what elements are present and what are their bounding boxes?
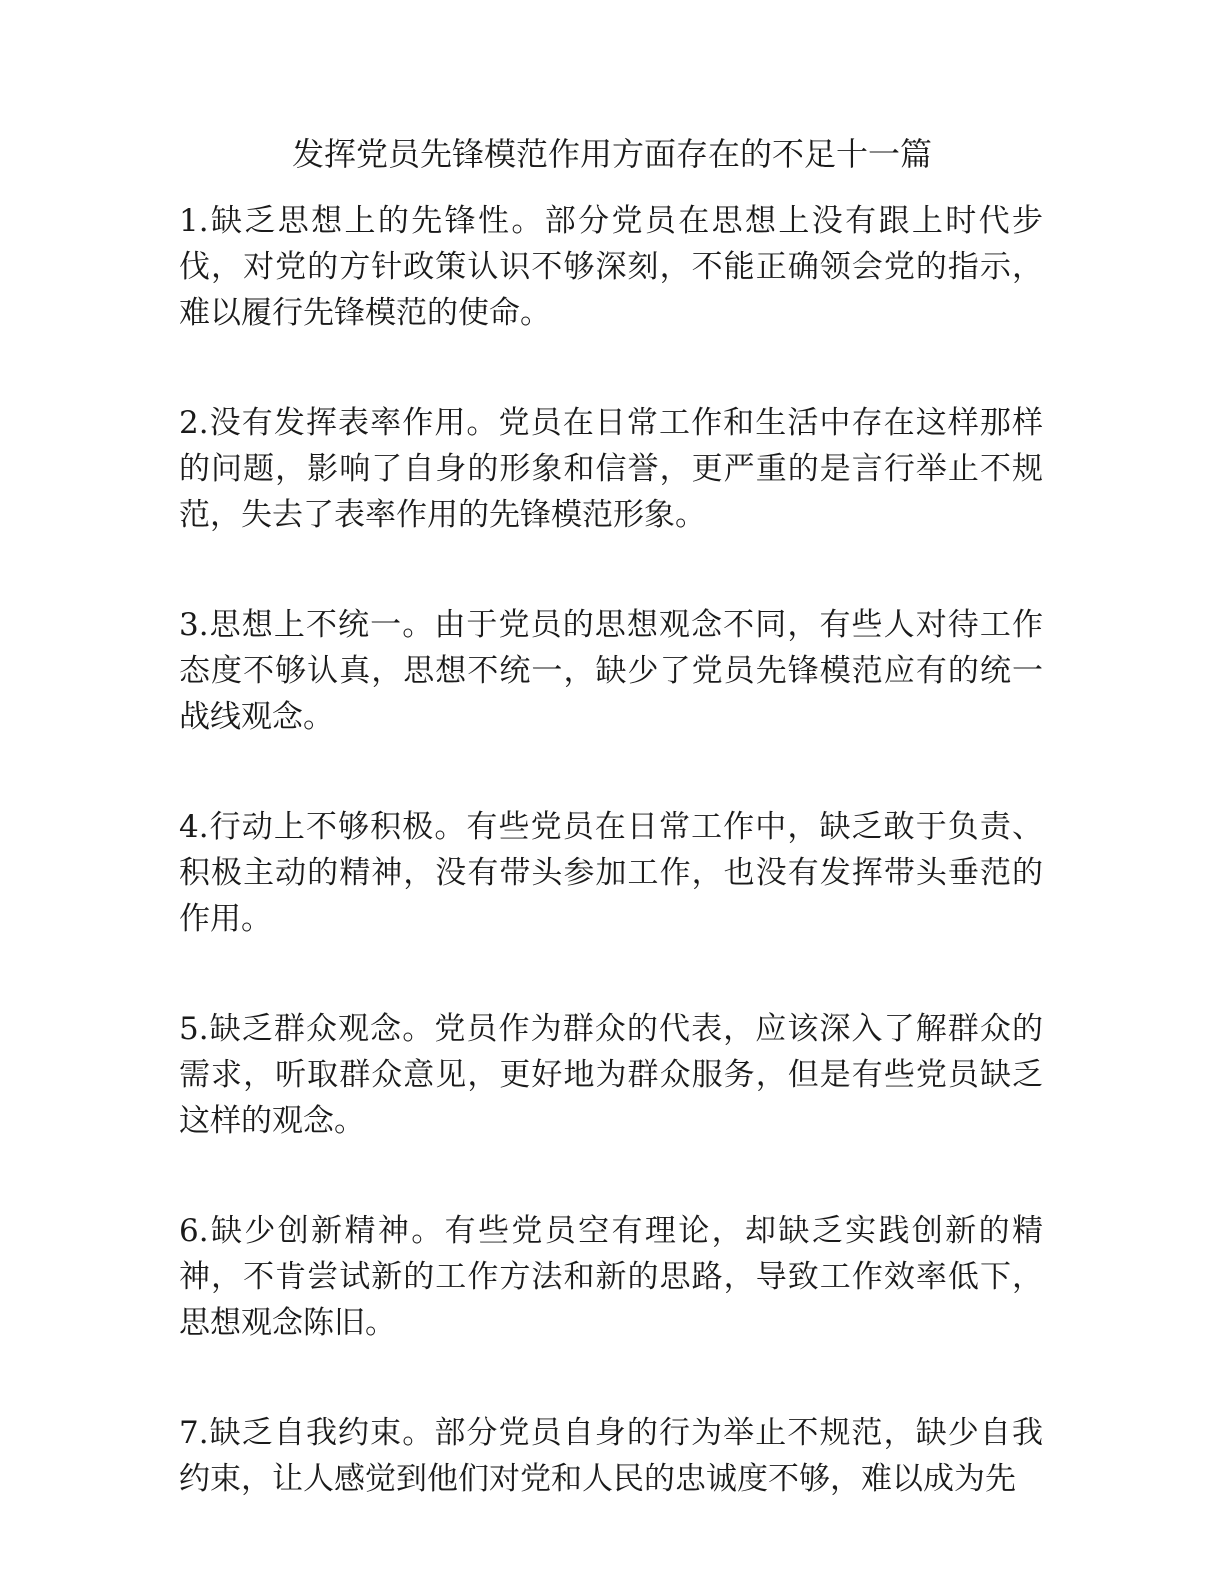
paragraph-3: 3.思想上不统一。由于党员的思想观念不同，有些人对待工作态度不够认真，思想不统一，缺少了党员先锋模范应有的统一战线观念。 <box>179 607 1043 735</box>
paragraph-2: 2.没有发挥表率作用。党员在日常工作和生活中存在这样那样的问题，影响了自身的形象和信誉，更严重的是言行举止不规范，失去了表率作用的先锋模范形象。 <box>179 405 1043 533</box>
paragraph-6: 6.缺少创新精神。有些党员空有理论，却缺乏实践创新的精神，不肯尝试新的工作方法和新的思路，导致工作效率低下，思想观念陈旧。 <box>179 1213 1043 1341</box>
paragraph-5: 5.缺乏群众观念。党员作为群众的代表，应该深入了解群众的需求，听取群众意见，更好地为群众服务，但是有些党员缺乏这样的观念。 <box>179 1011 1043 1139</box>
paragraph-7: 7.缺乏自我约束。部分党员自身的行为举止不规范，缺少自我约束，让人感觉到他们对党和人民的忠诚度不够，难以成为先 <box>179 1415 1043 1497</box>
document-body <box>179 198 1043 1566</box>
document-title: 发挥党员先锋模范作用方面存在的不足十一篇 <box>291 135 932 173</box>
paragraph-1: 1.缺乏思想上的先锋性。部分党员在思想上没有跟上时代步伐，对党的方针政策认识不够深刻，不能正确领会党的指示，难以履行先锋模范的使命。 <box>179 203 1043 331</box>
paragraph-4: 4.行动上不够积极。有些党员在日常工作中，缺乏敢于负责、积极主动的精神，没有带头参加工作，也没有发挥带头垂范的作用。 <box>179 809 1043 937</box>
